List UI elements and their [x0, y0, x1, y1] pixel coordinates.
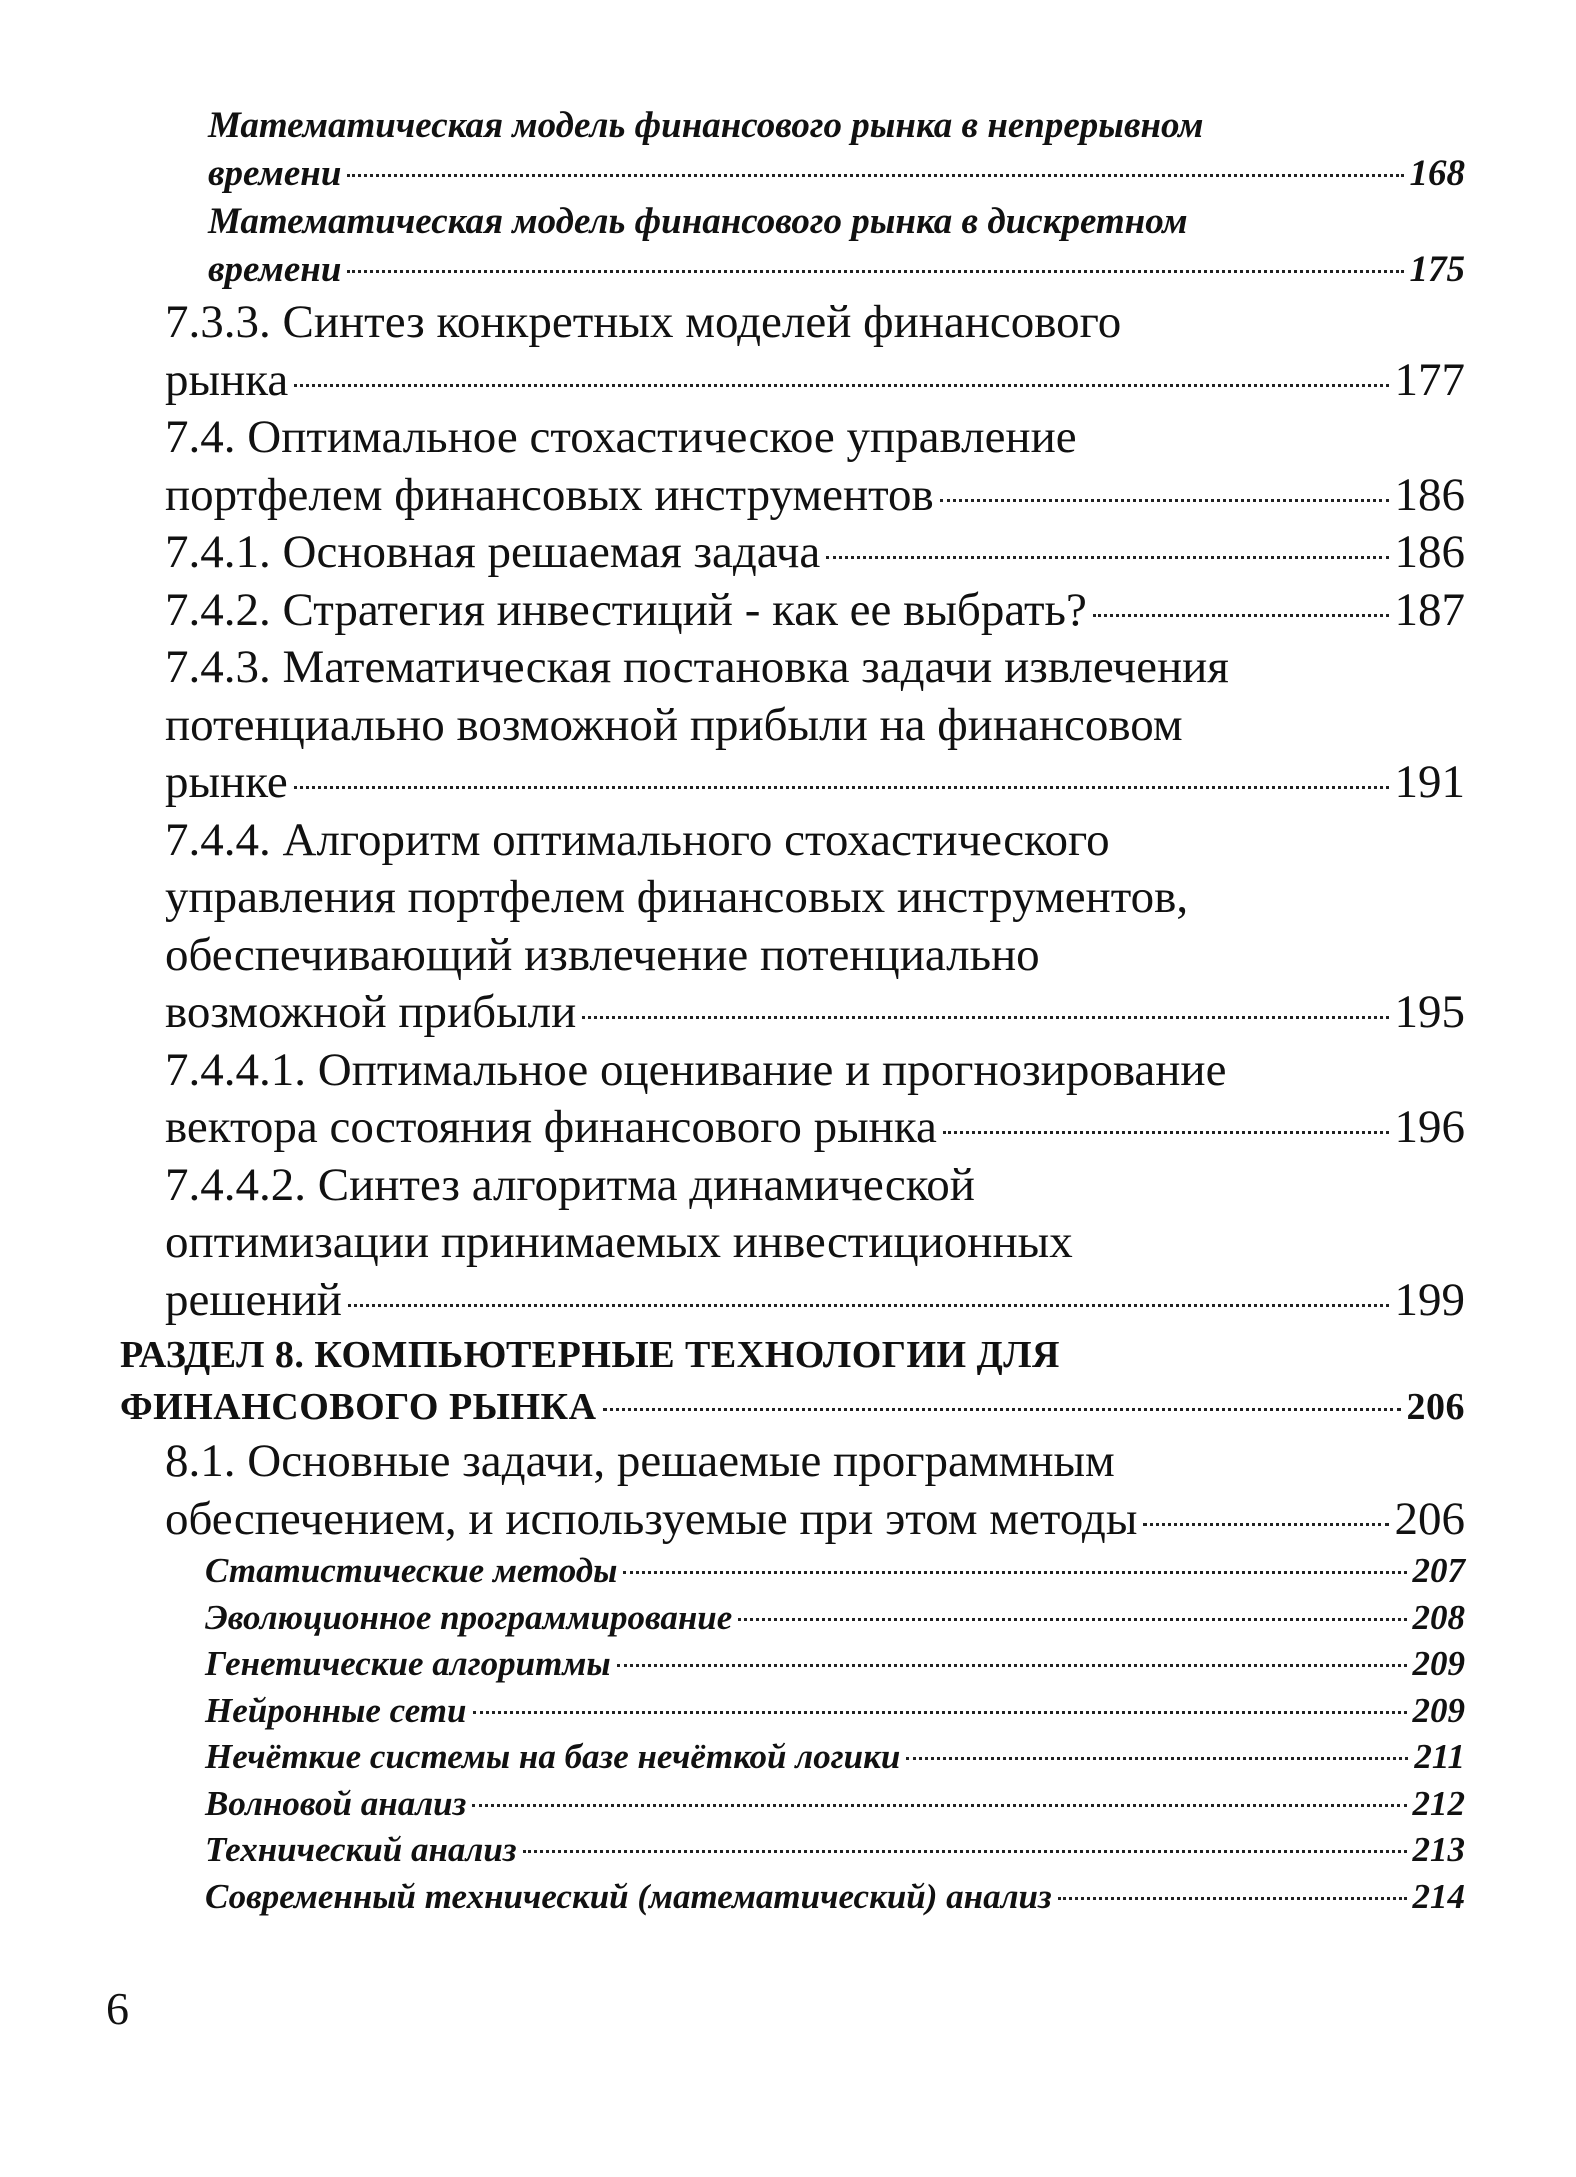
toc-page-number: 209: [1412, 1644, 1465, 1683]
toc-page-number: 199: [1394, 1273, 1465, 1326]
toc-entry-title: 7.4.4. Алгоритм оптимального стохастического: [165, 813, 1110, 866]
toc-entry-title: 7.4.3. Математическая постановка задачи извлечения: [165, 641, 1229, 693]
page-number: 6: [106, 1983, 129, 2034]
toc-entry-title: Нейронные сети: [205, 1690, 467, 1730]
toc-entry-last-line: [205, 1781, 1465, 1828]
toc-entry-title: портфелем финансовых инструментов: [165, 468, 934, 521]
toc-entry: [120, 1781, 1465, 1828]
toc-entry-line: [165, 1042, 1465, 1100]
toc-entry-title: решений: [165, 1273, 342, 1326]
toc-entry-last-line: [165, 352, 1465, 410]
dot-leader: [473, 1711, 1407, 1714]
toc-entry: [120, 1329, 1465, 1433]
dot-leader: [826, 556, 1388, 559]
toc-entry-title: обеспечивающий извлечение потенциально: [165, 928, 1040, 981]
toc-entry: [120, 812, 1465, 1042]
toc-entry-line: [165, 1433, 1465, 1491]
toc-entry-last-line: [165, 524, 1465, 582]
toc-entry: [120, 1157, 1465, 1330]
toc-entry-last-line: [205, 1641, 1465, 1688]
toc-entry-line: [208, 102, 1465, 150]
toc-entry: [120, 582, 1465, 640]
dot-leader: [294, 786, 1389, 789]
dot-leader: [472, 1804, 1406, 1807]
toc-entry-title: потенциально возможной прибыли на финансовом: [165, 698, 1183, 751]
toc-entry-title: рынке: [165, 756, 288, 808]
dot-leader: [943, 1131, 1389, 1134]
toc-entry-last-line: [205, 1827, 1465, 1874]
toc-page-number: 206: [1394, 1492, 1465, 1545]
toc-entry-last-line: [165, 1491, 1465, 1549]
toc-entry-title: ФИНАНСОВОГО РЫНКА: [120, 1386, 597, 1428]
toc-page-number: 212: [1412, 1783, 1465, 1823]
toc-page-number: 214: [1412, 1876, 1465, 1916]
toc-entry-title: Статистические методы: [205, 1551, 618, 1590]
toc-entry-title: Генетические алгоритмы: [205, 1644, 611, 1683]
toc-entry-title: 7.3.3. Синтез конкретных моделей финансового: [165, 296, 1122, 348]
toc-entry-title: 7.4.1. Основная решаемая задача: [165, 526, 821, 578]
toc-entry-title: Технический анализ: [205, 1830, 517, 1869]
toc-entry-line: [165, 639, 1465, 697]
toc-entry-last-line: [205, 1548, 1465, 1595]
toc-entry-title: Математическая модель финансового рынка в непрерывном: [208, 105, 1204, 146]
toc-page-number: 186: [1394, 468, 1465, 521]
toc-page-number: 186: [1394, 526, 1465, 578]
toc-entry: [120, 1641, 1465, 1688]
dot-leader: [738, 1618, 1406, 1621]
toc-page-number: 196: [1394, 1101, 1465, 1153]
toc-entry-line: [165, 409, 1465, 467]
dot-leader: [523, 1850, 1407, 1853]
toc-entry-line: [120, 1329, 1465, 1381]
toc-entry: [120, 1595, 1465, 1642]
toc-entry: [120, 1734, 1465, 1781]
toc-entry-title: 8.1. Основные задачи, решаемые программным: [165, 1435, 1115, 1487]
toc-entry-last-line: [165, 582, 1465, 640]
toc-entry-title: 7.4.2. Стратегия инвестиций - как ее выбрать?: [165, 583, 1087, 636]
dot-leader: [294, 384, 1388, 387]
toc-entry: [120, 1042, 1465, 1157]
toc-page-number: 206: [1406, 1386, 1465, 1428]
toc-entry: [120, 639, 1465, 812]
toc-page-number: 175: [1409, 249, 1465, 290]
toc-entry: [120, 524, 1465, 582]
toc-entry-title: Математическая модель финансового рынка в дискретном: [208, 201, 1188, 242]
dot-leader: [1058, 1897, 1407, 1900]
toc-entry-title: рынка: [165, 353, 289, 406]
toc-entry-line: [165, 812, 1465, 870]
toc-entry: [120, 1874, 1465, 1921]
toc-entry-last-line: [165, 984, 1465, 1042]
dot-leader: [906, 1757, 1408, 1760]
toc-entry: [120, 1433, 1465, 1548]
toc-page-number: 209: [1412, 1690, 1465, 1730]
toc-entry-title: Эволюционное программирование: [205, 1597, 733, 1637]
dot-leader: [1143, 1523, 1388, 1526]
toc-entry-line: [165, 294, 1465, 352]
toc-entry-title: Нечёткие системы на базе нечёткой логики: [205, 1737, 901, 1776]
toc-entry-last-line: [165, 1272, 1465, 1330]
toc-page-number: 177: [1394, 353, 1465, 406]
toc-entry: [120, 198, 1465, 294]
toc-entry-line: [165, 869, 1465, 927]
dot-leader: [940, 499, 1389, 502]
dot-leader: [603, 1408, 1401, 1411]
toc-entry-title: возможной прибыли: [165, 986, 577, 1038]
toc-entry-title: 7.4. Оптимальное стохастическое управление: [165, 411, 1077, 463]
table-of-contents: [120, 102, 1465, 1920]
toc-entry-last-line: [165, 467, 1465, 525]
toc-entry-last-line: [205, 1688, 1465, 1735]
toc-entry-line: [208, 198, 1465, 246]
toc-entry-title: РАЗДЕЛ 8. КОМПЬЮТЕРНЫЕ ТЕХНОЛОГИИ ДЛЯ: [120, 1334, 1060, 1376]
toc-entry-title: Современный технический (математический) анализ: [205, 1876, 1052, 1916]
toc-entry: [120, 294, 1465, 409]
toc-page-number: 213: [1412, 1830, 1465, 1869]
toc-entry-line: [165, 1214, 1465, 1272]
toc-entry-title: оптимизации принимаемых инвестиционных: [165, 1216, 1073, 1268]
toc-entry-line: [165, 927, 1465, 985]
toc-entry: [120, 102, 1465, 198]
toc-entry: [120, 1827, 1465, 1874]
toc-entry-title: 7.4.4.2. Синтез алгоритма динамической: [165, 1158, 975, 1211]
toc-entry-last-line: [165, 1099, 1465, 1157]
toc-entry-last-line: [120, 1381, 1465, 1433]
dot-leader: [347, 174, 1403, 177]
toc-entry-title: времени: [208, 249, 342, 290]
toc-entry-line: [165, 697, 1465, 755]
toc-page-number: 207: [1412, 1551, 1465, 1590]
toc-entry-last-line: [165, 754, 1465, 812]
dot-leader: [582, 1016, 1388, 1019]
toc-page-number: 168: [1409, 153, 1465, 194]
toc-entry-line: [165, 1157, 1465, 1215]
toc-entry-title: вектора состояния финансового рынка: [165, 1101, 937, 1153]
toc-entry-last-line: [205, 1874, 1465, 1921]
toc-page-number: 195: [1394, 986, 1465, 1038]
toc-entry-last-line: [205, 1734, 1465, 1781]
toc-page-number: 211: [1414, 1737, 1465, 1776]
dot-leader: [347, 270, 1403, 273]
dot-leader: [1093, 614, 1389, 617]
toc-entry-title: Волновой анализ: [205, 1783, 467, 1823]
toc-page-number: 208: [1412, 1597, 1465, 1637]
toc-entry-last-line: [208, 246, 1465, 294]
dot-leader: [623, 1571, 1406, 1574]
toc-page-number: 191: [1394, 756, 1465, 808]
toc-entry-title: обеспечением, и используемые при этом методы: [165, 1492, 1138, 1545]
toc-entry: [120, 1548, 1465, 1595]
toc-entry: [120, 409, 1465, 524]
toc-entry-last-line: [208, 150, 1465, 198]
toc-entry-title: 7.4.4.1. Оптимальное оценивание и прогнозирование: [165, 1043, 1227, 1096]
dot-leader: [348, 1304, 1389, 1307]
toc-entry: [120, 1688, 1465, 1735]
toc-entry-last-line: [205, 1595, 1465, 1642]
toc-page-number: 187: [1394, 583, 1465, 636]
toc-entry-title: времени: [208, 153, 342, 194]
toc-entry-title: управления портфелем финансовых инструментов,: [165, 871, 1189, 923]
dot-leader: [617, 1664, 1407, 1667]
